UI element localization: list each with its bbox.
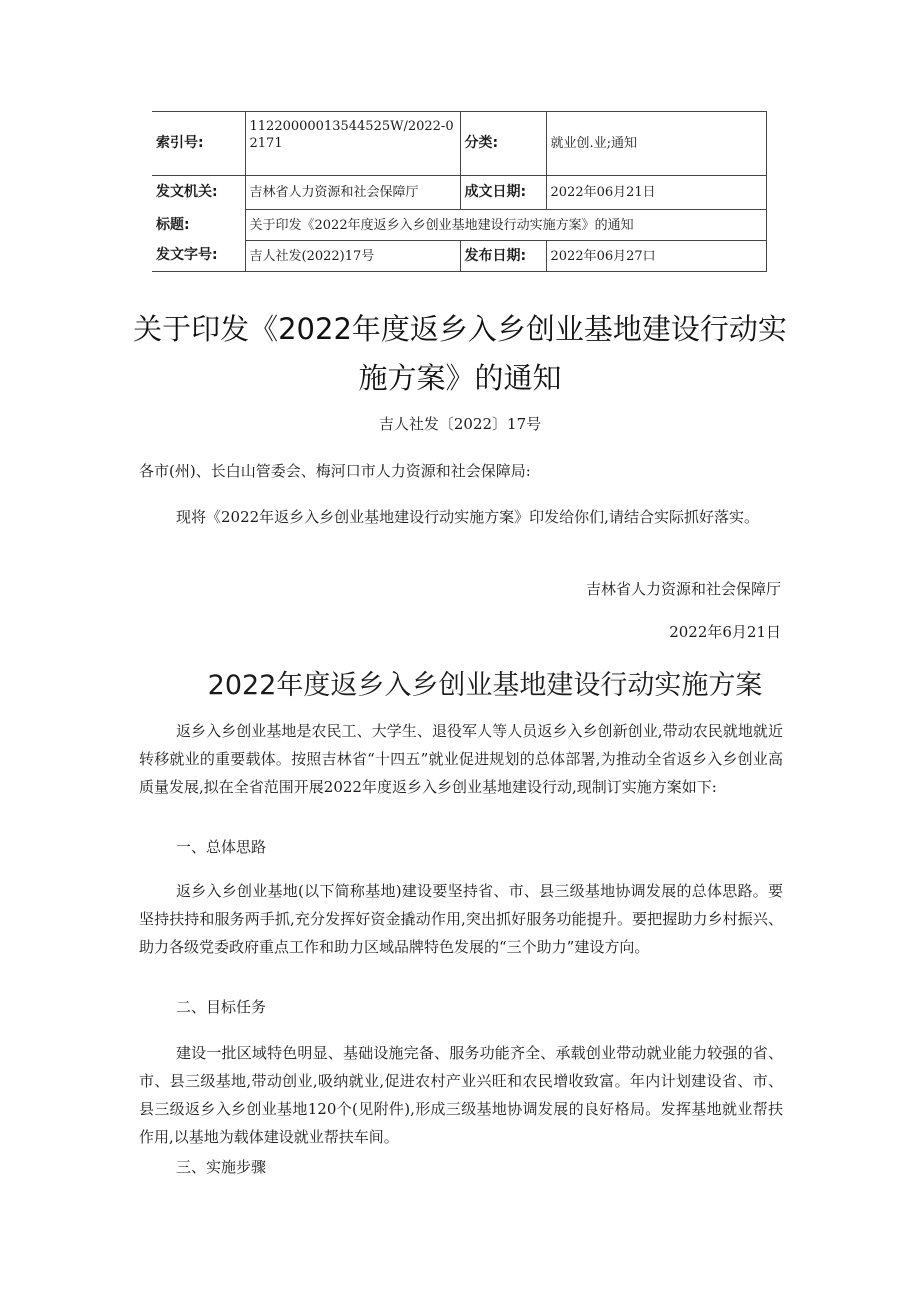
index-label: 索引号: xyxy=(152,112,245,176)
date-created-label: 成文日期: xyxy=(460,176,546,210)
signature-date: 2022年6月21日 xyxy=(669,623,781,641)
issuer-label: 发文机关: xyxy=(152,176,245,210)
plan-title: 2022年度返乡入乡创业基地建设行动实施方案 xyxy=(207,670,763,701)
index-value: 11220000013544525W/2022-02171 xyxy=(245,112,460,176)
section-1-heading: 一、总体思路 xyxy=(176,838,267,856)
section-1-body: 返乡入乡创业基地(以下简称基地)建设要坚持省、市、县三级基地协调发展的总体思路。要坚持扶持和服务两手抓,充分发挥好资金撬动作用,突出抓好服务功能提升。要把握助力乡村振兴、助力各级党委政府重点工作和助力区域品牌特色发展的“三个助力”建设方向。 xyxy=(139,882,783,956)
document-number: 吉人社发〔2022〕17号 xyxy=(378,415,542,433)
publish-date-label: 发布日期: xyxy=(460,241,546,272)
notice-body: 现将《2022年返乡入乡创业基地建设行动实施方案》印发给你们,请结合实际抓好落实。 xyxy=(176,508,759,526)
document-info-table xyxy=(152,111,767,272)
plan-intro: 返乡入乡创业基地是农民工、大学生、退役军人等人员返乡入乡创新创业,带动农民就地就近转移就业的重要载体。按照吉林省“十四五”就业促进规划的总体部署,为推动全省返乡入乡创业高质量发展,拟在全省范围开展2022年度返乡入乡创业基地建设行动,现制订实施方案如下: xyxy=(139,722,783,796)
category-label: 分类: xyxy=(460,112,546,176)
title-value: 关于印发《2022年度返乡入乡创业基地建设行动实施方案》的通知 xyxy=(245,210,766,241)
section-2-body: 建设一批区域特色明显、基础设施完备、服务功能齐全、承载创业带动就业能力较强的省、市、县三级基地,带动创业,吸纳就业,促进农村产业兴旺和农民增收致富。年内计划建设省、市、县三级返乡入乡创业基地120个(见附件),形成三级基地协调发展的良好格局。发挥基地就业帮扶作用,以基地为载体建设就业帮扶车间。 xyxy=(139,1044,783,1146)
date-created-value: 2022年06月21日 xyxy=(546,176,766,210)
section-2-heading: 二、目标任务 xyxy=(176,998,267,1016)
notice-title-line-2: 施方案》的通知 xyxy=(358,361,562,395)
signature: 吉林省人力资源和社会保障厅 xyxy=(585,580,781,598)
doc-number-value: 吉人社发(2022)17号 xyxy=(245,241,460,272)
addressee: 各市(州)、长白山管委会、梅河口市人力资源和社会保障局: xyxy=(139,462,531,480)
category-value: 就业创.业;通知 xyxy=(546,112,766,176)
notice-title-line-1: 关于印发《2022年度返乡入乡创业基地建设行动实 xyxy=(133,312,787,346)
publish-date-value: 2022年06月27口 xyxy=(546,241,766,272)
doc-number-label: 发文字号: xyxy=(152,241,245,272)
title-label: 标题: xyxy=(152,210,245,241)
issuer-value: 吉林省人力资源和社会保障厅 xyxy=(245,176,460,210)
section-3-heading: 三、实施步骤 xyxy=(176,1158,267,1176)
